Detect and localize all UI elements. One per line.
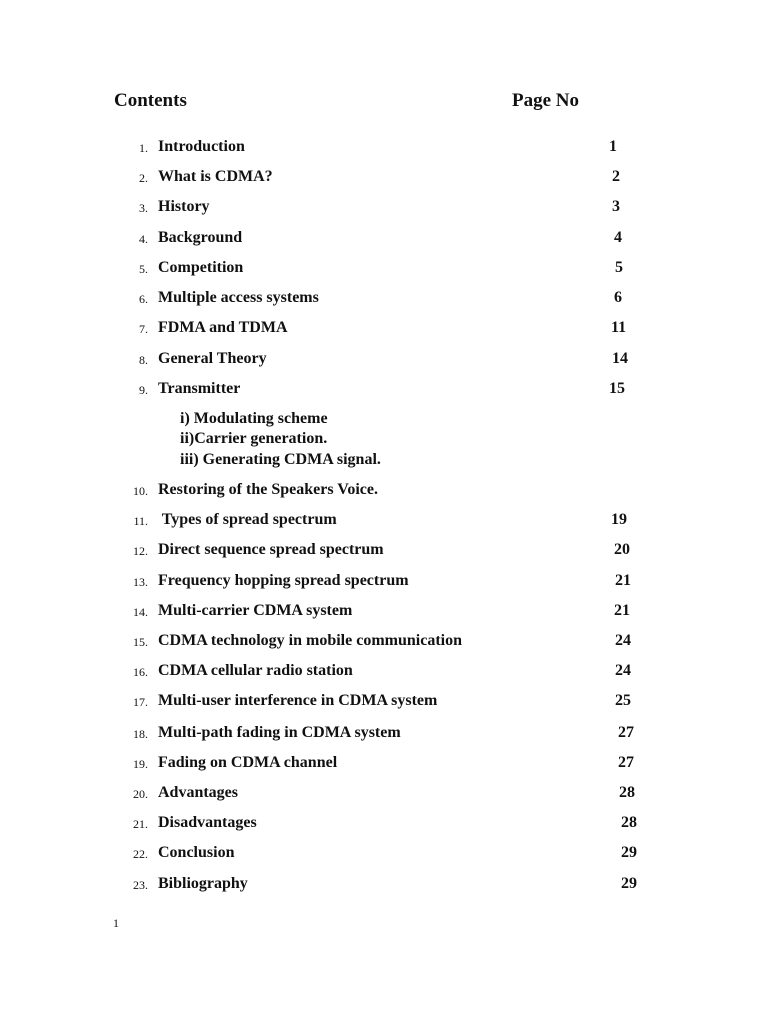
toc-entry-page: 19 [611, 511, 627, 528]
toc-entry [0, 138, 768, 162]
toc-entry-title: Multi-path fading in CDMA system [158, 724, 401, 741]
toc-entry-page: 6 [614, 289, 622, 306]
toc-entry-number: 13. [133, 575, 148, 589]
toc-entry-number: 16. [133, 665, 148, 679]
toc-entry [0, 380, 768, 404]
page-no-heading: Page No [512, 90, 580, 111]
toc-entry-title: Background [158, 229, 243, 246]
toc-entry-title: Multi-carrier CDMA system [158, 602, 353, 619]
toc-entry-title: Competition [158, 259, 244, 276]
toc-entry-page: 29 [621, 844, 637, 861]
toc-entry-title: Restoring of the Speakers Voice. [158, 481, 378, 498]
toc-entry-title: General Theory [158, 350, 267, 367]
toc-entry-page: 4 [614, 229, 622, 246]
contents-heading: Contents [114, 90, 187, 111]
toc-entry [0, 875, 768, 899]
toc-entry-title: Types of spread spectrum [158, 511, 337, 528]
toc-entry [0, 784, 768, 808]
footer-page-number: 1 [113, 916, 119, 930]
transmitter-subitem: i) Modulating scheme [180, 410, 328, 427]
toc-entry-page: 20 [614, 541, 630, 558]
toc-entry [0, 198, 768, 222]
toc-entry-number: 11. [133, 514, 148, 528]
toc-entry-number: 4. [139, 232, 148, 246]
toc-entry-number: 12. [133, 544, 148, 558]
toc-entry-page: 11 [611, 319, 627, 336]
toc-entry-number: 19. [133, 757, 148, 771]
toc-entry-number: 21. [133, 817, 148, 831]
toc-entry-number: 22. [133, 847, 148, 861]
toc-entry-number: 17. [133, 695, 148, 709]
toc-entry-title: Multi-user interference in CDMA system [158, 692, 438, 709]
toc-entry-number: 15. [133, 635, 148, 649]
toc-entry-title: Direct sequence spread spectrum [158, 541, 384, 558]
toc-entry-title: History [158, 198, 210, 215]
toc-entry-title: Advantages [158, 784, 239, 801]
toc-entry-page: 21 [615, 572, 631, 589]
toc-entry-title: Frequency hopping spread spectrum [158, 572, 409, 589]
toc-entry [0, 168, 768, 192]
toc-entry-number: 5. [139, 262, 148, 276]
toc-entry-title: Fading on CDMA channel [158, 754, 338, 771]
toc-entry-title: Disadvantages [158, 814, 257, 831]
toc-entry-number: 3. [139, 201, 148, 215]
toc-entry [0, 662, 768, 686]
toc-entry-page: 27 [618, 754, 634, 771]
toc-entry [0, 724, 768, 748]
toc-entry-number: 7. [139, 322, 148, 336]
toc-entry-page: 25 [615, 692, 631, 709]
toc-entry-page: 24 [615, 632, 631, 649]
toc-entry-number: 14. [133, 605, 148, 619]
transmitter-subitem: iii) Generating CDMA signal. [180, 451, 381, 468]
toc-entry-number: 10. [133, 484, 148, 498]
toc-entry-page: 29 [621, 875, 637, 892]
toc-entry-number: 1. [139, 141, 148, 155]
toc-entry-page: 5 [615, 259, 623, 276]
transmitter-subitem: ii)Carrier generation. [180, 430, 328, 447]
toc-entry-page: 1 [609, 138, 617, 155]
toc-entry-page: 24 [615, 662, 631, 679]
toc-entry-page: 28 [621, 814, 637, 831]
toc-entry-title: Conclusion [158, 844, 235, 861]
toc-entry-page: 2 [612, 168, 620, 185]
toc-entry-page: 14 [612, 350, 628, 367]
toc-entry-page: 21 [614, 602, 630, 619]
toc-entry [0, 844, 768, 868]
toc-entry-title: Multiple access systems [158, 289, 319, 306]
toc-entry [0, 814, 768, 838]
toc-entry-number: 18. [133, 727, 148, 741]
toc-entry [0, 602, 768, 626]
toc-entry [0, 319, 768, 343]
toc-entry-page: 3 [612, 198, 620, 215]
toc-entry-page: 15 [609, 380, 625, 397]
toc-entry [0, 481, 768, 505]
toc-entry [0, 511, 768, 535]
toc-entry [0, 350, 768, 374]
toc-entry [0, 289, 768, 313]
toc-entry-title: Transmitter [158, 380, 241, 397]
toc-entry-number: 6. [139, 292, 148, 306]
toc-entry-number: 9. [139, 383, 148, 397]
toc-entry [0, 259, 768, 283]
toc-entry [0, 754, 768, 778]
toc-entry-title: FDMA and TDMA [158, 319, 288, 336]
toc-entry [0, 229, 768, 253]
toc-entry-number: 23. [133, 878, 148, 892]
toc-entry-title: Introduction [158, 138, 245, 155]
toc-entry-title: Bibliography [158, 875, 248, 892]
toc-entry-title: CDMA cellular radio station [158, 662, 353, 679]
toc-entry [0, 541, 768, 565]
toc-entry [0, 632, 768, 656]
toc-entry-number: 20. [133, 787, 148, 801]
toc-entry-number: 8. [139, 353, 148, 367]
toc-entry [0, 572, 768, 596]
toc-entry-title: What is CDMA? [158, 168, 273, 185]
toc-entry-number: 2. [139, 171, 148, 185]
toc-entry [0, 692, 768, 716]
toc-entry-page: 28 [619, 784, 635, 801]
toc-entry-page: 27 [618, 724, 634, 741]
toc-entry-title: CDMA technology in mobile communication [158, 632, 462, 649]
